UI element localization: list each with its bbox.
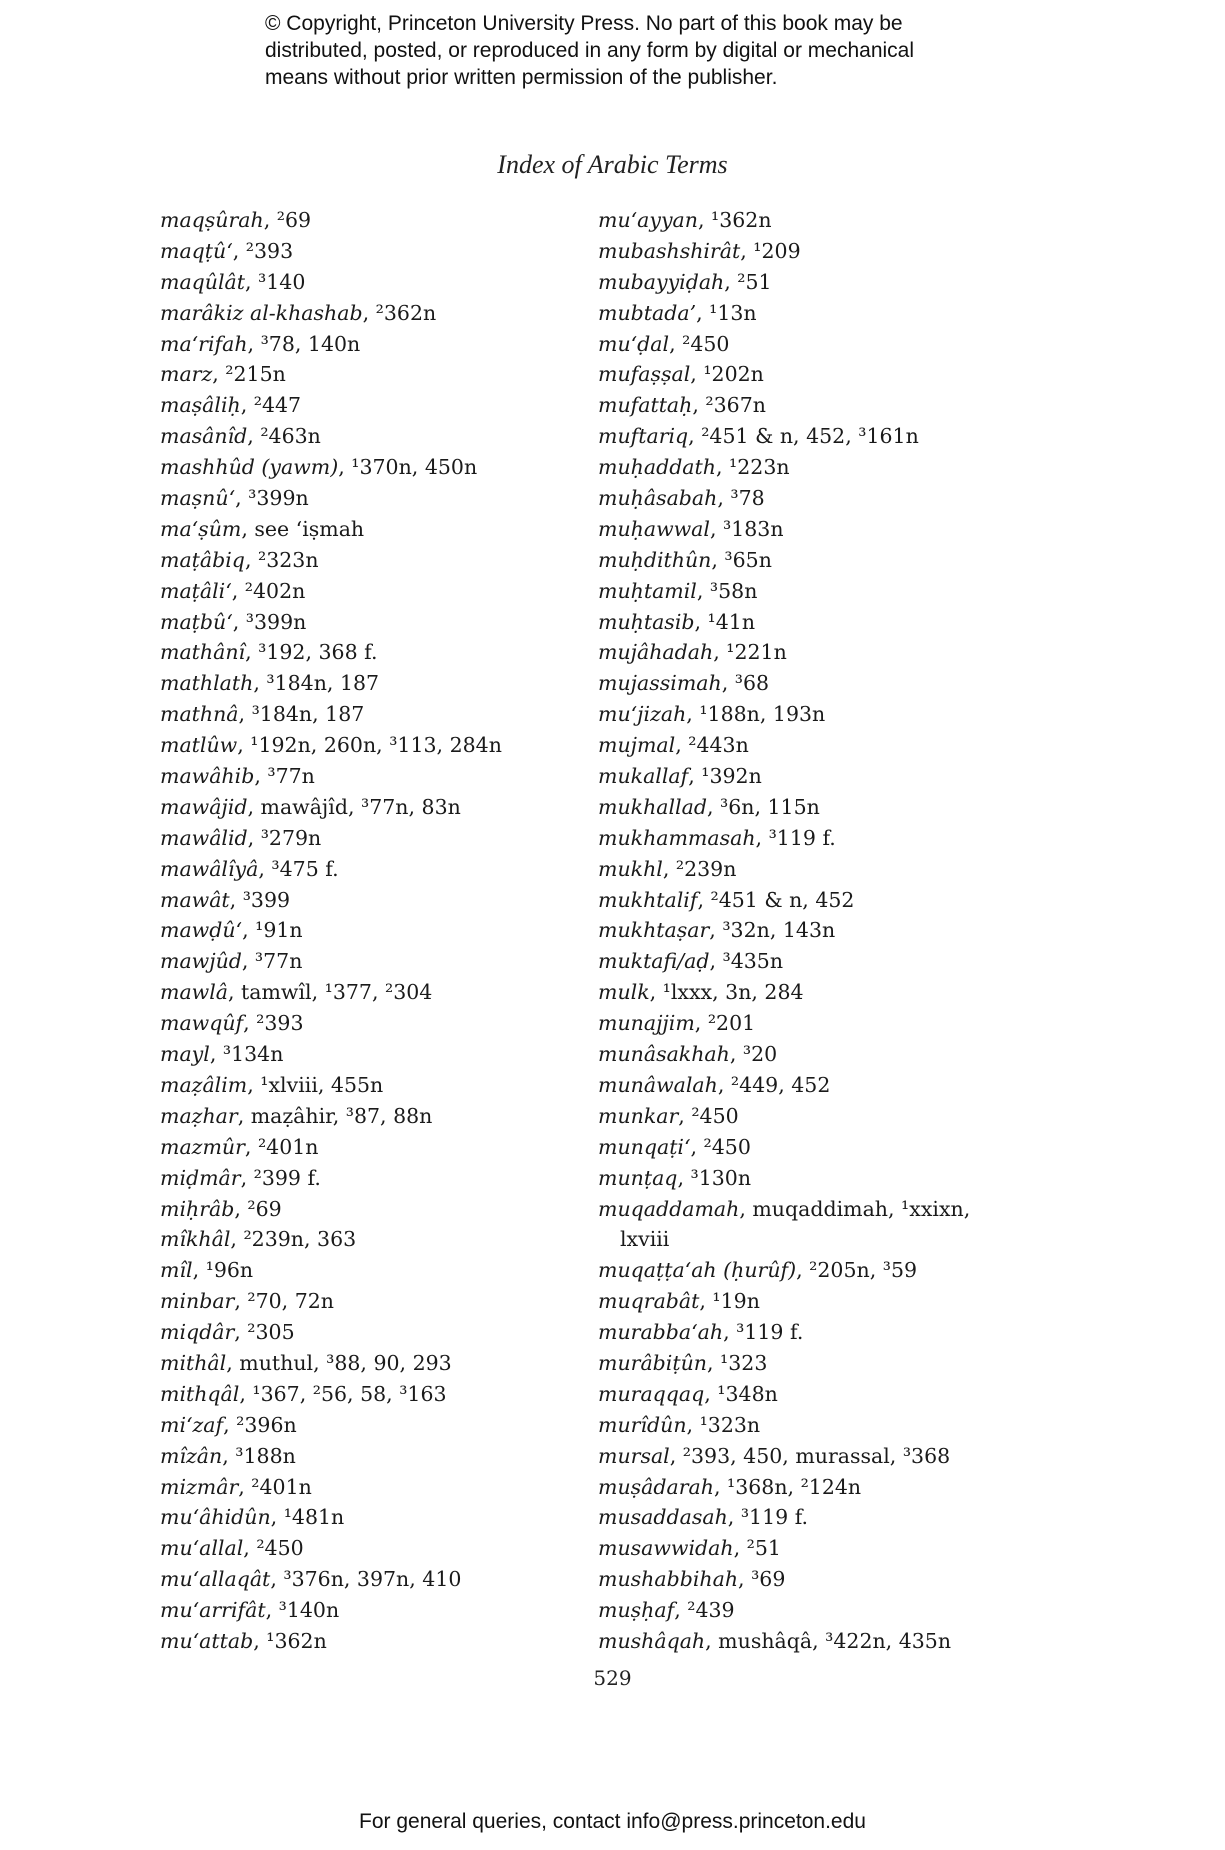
- index-references: , ¹188n, 193n: [686, 702, 826, 727]
- index-references: , ¹lxxx, 3n, 284: [649, 980, 804, 1005]
- index-term: muftariq: [598, 424, 689, 449]
- index-references: , ¹19n: [699, 1289, 760, 1314]
- index-entry: [160, 1595, 610, 1626]
- index-references: , ²401n: [244, 1134, 319, 1159]
- index-term: munqaṭi‘: [598, 1134, 691, 1159]
- index-references: , ¹323: [707, 1350, 768, 1375]
- index-entry: [160, 977, 610, 1008]
- index-term: mawqûf: [160, 1011, 244, 1036]
- index-references: , muthul, ³88, 90, 293: [226, 1350, 452, 1375]
- index-references: , ²51: [733, 1536, 781, 1561]
- index-term: miḍmâr: [160, 1165, 241, 1190]
- copyright-line: © Copyright, Princeton University Press. No part of this book may be: [265, 12, 903, 35]
- index-entry: [160, 1224, 610, 1255]
- index-references: , ³184n, 187: [238, 702, 365, 727]
- index-references: , see ‘iṣmah: [241, 516, 365, 541]
- index-term: mi‘zaf: [160, 1412, 224, 1437]
- index-term: maṭâbiq: [160, 547, 245, 572]
- index-references: , ³77n: [254, 764, 315, 789]
- footer-contact: For general queries, contact info@press.princeton.edu: [359, 1810, 866, 1833]
- index-references: , ³65n: [711, 547, 772, 572]
- index-references: , ¹368n, ²124n: [713, 1474, 862, 1499]
- index-entry: [160, 390, 610, 421]
- index-entry: [598, 1039, 1018, 1070]
- index-references: , ¹370n, 450n: [338, 455, 478, 480]
- index-references: , muqaddimah, ¹xxixn,: [739, 1196, 971, 1221]
- index-references: , ²450: [243, 1536, 304, 1561]
- index-references: , ³140n: [265, 1598, 340, 1623]
- index-entry: [160, 1626, 610, 1657]
- index-references: , ²439: [674, 1598, 735, 1623]
- index-entry: [598, 545, 1018, 576]
- index-entry: [598, 576, 1018, 607]
- index-term: mukhallad: [598, 794, 707, 819]
- index-entry: [160, 1533, 610, 1564]
- index-references: , ²402n: [231, 578, 306, 603]
- index-term: maqṣûrah: [160, 208, 264, 232]
- index-entry: [598, 1317, 1018, 1348]
- index-references: , ¹392n: [688, 764, 762, 789]
- index-entry: [160, 1163, 610, 1194]
- index-references: , ³376n, 397n, 410: [270, 1567, 462, 1592]
- index-term: mu‘âhidûn: [160, 1505, 271, 1530]
- index-term: mubtada’: [598, 300, 697, 325]
- index-references: , ³183n: [709, 516, 784, 541]
- index-entry: [598, 483, 1018, 514]
- index-entry: [598, 1626, 1018, 1657]
- index-term: miḥrâb: [160, 1196, 235, 1221]
- index-term: maẓâlim: [160, 1072, 248, 1097]
- index-term: mu‘attab: [160, 1628, 254, 1653]
- index-references: , ³134n: [209, 1042, 284, 1067]
- index-term: murâbiṭûn: [598, 1350, 707, 1375]
- index-entry: [160, 267, 610, 298]
- index-references: , ²305: [234, 1320, 295, 1345]
- index-term: mawâhib: [160, 764, 255, 789]
- index-term: muqrabât: [598, 1289, 700, 1314]
- index-entry: [160, 1348, 610, 1379]
- index-entry: [598, 1379, 1018, 1410]
- index-term: mawlâ: [160, 980, 228, 1005]
- index-entry: [160, 359, 610, 390]
- index-entry: [160, 1070, 610, 1101]
- index-column-right: [598, 205, 1018, 1657]
- index-term: mujmal: [598, 733, 676, 758]
- index-entry: [598, 699, 1018, 730]
- index-references: , ²450: [690, 1134, 751, 1159]
- index-references: , ²450: [669, 331, 730, 356]
- index-references: , ³140: [245, 269, 306, 294]
- index-entry: [598, 1070, 1018, 1101]
- index-term: muḥdithûn: [598, 547, 712, 572]
- index-term: mushabbihah: [598, 1567, 739, 1592]
- index-term: masânîd: [160, 424, 248, 449]
- index-references: , ¹362n: [253, 1628, 327, 1653]
- index-references: , ²70, 72n: [234, 1289, 335, 1314]
- index-term: muḥtasib: [598, 609, 695, 634]
- index-entry: [160, 545, 610, 576]
- index-entry: [598, 1194, 1018, 1225]
- index-entry: [598, 977, 1018, 1008]
- index-term: mathnâ: [160, 702, 239, 727]
- index-term: mushâqah: [598, 1628, 706, 1653]
- index-references: , ¹202n: [690, 362, 764, 387]
- index-references: , ³78: [717, 486, 765, 511]
- index-references: , ³279n: [247, 825, 322, 850]
- index-term: ma‘ṣûm: [160, 516, 242, 541]
- index-term: muqaddamah: [598, 1196, 740, 1221]
- index-references: , ²450: [678, 1103, 739, 1128]
- index-references: , ¹xlviii, 455n: [247, 1072, 384, 1097]
- index-entry: [160, 668, 610, 699]
- index-entry: [598, 885, 1018, 916]
- index-entry: [598, 205, 1018, 236]
- index-references: , ¹192n, 260n, ³113, 284n: [237, 733, 502, 758]
- index-term: mu‘ḍal: [598, 331, 670, 356]
- index-entry: [160, 1564, 610, 1595]
- index-term: mukallaf: [598, 764, 689, 789]
- index-term: mukhtalif: [598, 887, 698, 912]
- index-entry: [160, 792, 610, 823]
- index-entry: [160, 1255, 610, 1286]
- index-term: mu‘jizah: [598, 702, 687, 727]
- index-references: , ²215n: [212, 362, 286, 387]
- index-term: mufaṣṣal: [598, 362, 691, 387]
- index-term: mufattaḥ: [598, 393, 693, 418]
- index-term: mu‘allal: [160, 1536, 244, 1561]
- index-entry: [598, 1472, 1018, 1503]
- index-term: mawḍû‘: [160, 918, 243, 943]
- index-term: maṭbû‘: [160, 609, 233, 634]
- index-entry: [598, 668, 1018, 699]
- index-entry: [598, 329, 1018, 360]
- index-entry: [598, 1101, 1018, 1132]
- index-entry: lxviii: [620, 1227, 670, 1252]
- index-term: mayl: [160, 1042, 210, 1067]
- index-term: munṭaq: [598, 1165, 678, 1190]
- index-references: , ³58n: [696, 578, 758, 603]
- index-references: , ¹481n: [270, 1505, 345, 1530]
- index-term: muḥâsabah: [598, 486, 718, 511]
- index-references: , ³130n: [677, 1165, 752, 1190]
- index-references: , ²449, 452: [717, 1072, 831, 1097]
- index-entry: [160, 1194, 610, 1225]
- index-entry: [160, 298, 610, 329]
- index-references: , ³399n: [235, 486, 309, 511]
- index-references: , ³68: [721, 671, 770, 696]
- index-entry: [160, 1317, 610, 1348]
- index-term: murabba‘ah: [598, 1320, 724, 1345]
- index-entry: [160, 699, 610, 730]
- index-entry: [160, 421, 610, 452]
- index-entry: [598, 236, 1018, 267]
- index-entry: [598, 792, 1018, 823]
- index-term: maqûlât: [160, 269, 246, 294]
- running-header: Index of Arabic Terms: [497, 150, 728, 179]
- index-term: ma‘rifah: [160, 331, 248, 356]
- index-term: murîdûn: [598, 1412, 687, 1437]
- index-term: mu‘allaqât: [160, 1567, 271, 1592]
- index-references: , ²396n: [223, 1412, 297, 1437]
- index-term: maṣâliḥ: [160, 393, 241, 418]
- index-entry: [160, 236, 610, 267]
- index-entry: [160, 483, 610, 514]
- index-entry: [598, 514, 1018, 545]
- index-references: , ²399 f.: [240, 1165, 321, 1190]
- index-entry: [598, 1286, 1018, 1317]
- index-entry: [160, 854, 610, 885]
- index-entry: [598, 761, 1018, 792]
- index-term: musaddasah: [598, 1505, 728, 1530]
- index-references: , ²463n: [247, 424, 321, 449]
- index-entry: [160, 637, 610, 668]
- index-entry: [598, 1502, 1018, 1533]
- index-references: , ³192, 368 f.: [245, 640, 378, 665]
- index-entry: [598, 452, 1018, 483]
- index-term: musawwidah: [598, 1536, 734, 1561]
- index-term: maṣnû‘: [160, 486, 236, 511]
- index-references: , ³6n, 115n: [706, 794, 820, 819]
- index-references: , ²69: [263, 208, 312, 232]
- index-entry: [160, 1502, 610, 1533]
- index-term: mawâlîyâ: [160, 856, 259, 881]
- index-entry: [160, 730, 610, 761]
- copyright-line: distributed, posted, or reproduced in any form by digital or mechanical: [265, 39, 915, 62]
- index-term: marâkiz al-khashab: [160, 300, 363, 325]
- index-entry: [598, 359, 1018, 390]
- copyright-line: means without prior written permission of the publisher.: [265, 66, 778, 89]
- index-references: , ²239n: [662, 856, 737, 881]
- index-term: mîkhâl: [160, 1227, 231, 1252]
- index-references: , ¹223n: [715, 455, 790, 480]
- index-references: , ³119 f.: [723, 1320, 804, 1345]
- index-term: mizmâr: [160, 1474, 239, 1499]
- index-references: , ¹41n: [694, 609, 756, 634]
- index-term: muṣâdarah: [598, 1474, 714, 1499]
- index-references: , ²393: [243, 1011, 304, 1036]
- index-references: , ³78, 140n: [247, 331, 361, 356]
- index-references: , ³32n, 143n: [709, 918, 836, 943]
- index-references: , ³20: [729, 1042, 778, 1067]
- index-term: mubashshirât: [598, 238, 741, 263]
- index-references: , ²51: [724, 269, 772, 294]
- index-references: , ²451 & n, 452: [697, 887, 855, 912]
- index-references: , mawâjîd, ³77n, 83n: [247, 794, 461, 819]
- index-references: , ²362n: [362, 300, 437, 325]
- index-entry: [160, 1101, 610, 1132]
- index-entry: [598, 1410, 1018, 1441]
- index-entry: [598, 823, 1018, 854]
- index-entry: [160, 1379, 610, 1410]
- index-references: , ²367n: [692, 393, 766, 418]
- index-entry: [598, 730, 1018, 761]
- index-term: mujâhadah: [598, 640, 714, 665]
- index-entry: [160, 329, 610, 360]
- index-entry: [160, 607, 610, 638]
- index-entry: [160, 576, 610, 607]
- index-entry: [160, 1132, 610, 1163]
- index-references: , ³69: [738, 1567, 786, 1592]
- index-term: muḥawwal: [598, 516, 710, 541]
- index-references: , ³475 f.: [258, 856, 339, 881]
- index-references: , ³188n: [222, 1443, 296, 1468]
- index-entry: [160, 946, 610, 977]
- index-references: , ³399n: [232, 609, 307, 634]
- index-term: mawjûd: [160, 949, 242, 974]
- index-references: , ³399: [229, 887, 291, 912]
- index-entry: [598, 1533, 1018, 1564]
- index-entry: [160, 1472, 610, 1503]
- index-references: , ¹221n: [713, 640, 787, 665]
- index-references: , ²401n: [238, 1474, 312, 1499]
- index-entry: [598, 1008, 1018, 1039]
- index-entry: [160, 761, 610, 792]
- index-entry: [160, 1410, 610, 1441]
- index-references: , ¹91n: [242, 918, 303, 943]
- index-references: , ¹367, ²56, 58, ³163: [239, 1381, 447, 1406]
- index-term: munajjim: [598, 1011, 695, 1036]
- index-term: muṣḥaf: [598, 1598, 675, 1623]
- index-term: mukhtaṣar: [598, 918, 710, 943]
- index-references: , ¹209: [740, 238, 801, 263]
- index-references: , ²201: [694, 1011, 756, 1036]
- index-references: , maẓâhir, ³87, 88n: [237, 1103, 433, 1128]
- index-entry: [160, 452, 610, 483]
- index-references: , mushâqâ, ³422n, 435n: [705, 1628, 952, 1653]
- index-term: mursal: [598, 1443, 670, 1468]
- index-term: muḥtamil: [598, 578, 697, 603]
- index-term: mazmûr: [160, 1134, 245, 1159]
- index-term: muḥaddath: [598, 455, 716, 480]
- index-entry: [598, 1595, 1018, 1626]
- index-entry: [598, 1441, 1018, 1472]
- index-term: mithqâl: [160, 1381, 240, 1406]
- index-term: mujassimah: [598, 671, 722, 696]
- index-term: muqaṭṭa‘ah (ḥurûf): [598, 1258, 797, 1283]
- index-entry: [160, 205, 610, 236]
- index-entry: [598, 267, 1018, 298]
- index-term: mawâlid: [160, 825, 248, 850]
- index-term: mîl: [160, 1258, 193, 1283]
- index-entry: [598, 1132, 1018, 1163]
- index-term: mu‘ayyan: [598, 208, 698, 232]
- index-references: , ¹362n: [697, 208, 772, 232]
- index-references: , ³77n: [241, 949, 303, 974]
- index-references: , ²69: [234, 1196, 282, 1221]
- index-references: , ³119 f.: [755, 825, 836, 850]
- index-term: munkar: [598, 1103, 679, 1128]
- page-number: 529: [593, 1666, 632, 1690]
- index-entry: [160, 885, 610, 916]
- index-term: minbar: [160, 1289, 235, 1314]
- index-entry: [598, 1163, 1018, 1194]
- copyright-notice: [265, 10, 1025, 91]
- index-references: , ²393: [232, 238, 294, 263]
- index-term: maqṭû‘: [160, 238, 233, 263]
- index-entry: [160, 1286, 610, 1317]
- index-term: munâsakhah: [598, 1042, 730, 1067]
- index-entry: [598, 915, 1018, 946]
- index-entry: [598, 421, 1018, 452]
- index-term: mashhûd (yawm): [160, 455, 339, 480]
- index-term: mawâjid: [160, 794, 248, 819]
- index-references: , ²447: [240, 393, 302, 418]
- index-term: mathânî: [160, 640, 246, 665]
- index-entry: [598, 854, 1018, 885]
- index-column-left: [160, 205, 610, 1657]
- index-entry: [598, 390, 1018, 421]
- index-term: mawât: [160, 887, 230, 912]
- index-references: , ¹96n: [192, 1258, 254, 1283]
- index-term: muktafi/aḍ: [598, 949, 710, 974]
- index-entry: [598, 1348, 1018, 1379]
- index-entry: [598, 1564, 1018, 1595]
- index-references: , ³435n: [709, 949, 784, 974]
- index-references: , ¹323n: [686, 1412, 761, 1437]
- index-references: , ³119 f.: [727, 1505, 809, 1530]
- index-references: , ¹13n: [696, 300, 757, 325]
- index-entry: [598, 298, 1018, 329]
- index-references: , ²451 & n, 452, ³161n: [688, 424, 919, 449]
- index-entry: [598, 607, 1018, 638]
- index-references: , ³184n, 187: [253, 671, 380, 696]
- index-term: muraqqaq: [598, 1381, 705, 1406]
- index-term: mukhammasah: [598, 825, 756, 850]
- index-entry: [598, 946, 1018, 977]
- index-term: mîzân: [160, 1443, 223, 1468]
- index-term: maṭâli‘: [160, 578, 232, 603]
- index-entry: [598, 637, 1018, 668]
- index-references: , ²205n, ³59: [796, 1258, 918, 1283]
- index-entry: [160, 1039, 610, 1070]
- index-term: mukhl: [598, 856, 663, 881]
- index-term: munâwalah: [598, 1072, 718, 1097]
- index-references: , ²443n: [675, 733, 749, 758]
- index-references: , tamwîl, ¹377, ²304: [228, 980, 433, 1005]
- index-entry: [598, 1255, 1018, 1286]
- index-references: , ²393, 450, murassal, ³368: [669, 1443, 951, 1468]
- index-term: mu‘arrifât: [160, 1598, 266, 1623]
- index-references: , ²323n: [244, 547, 319, 572]
- index-term: marz: [160, 362, 213, 387]
- index-entry: [160, 1008, 610, 1039]
- index-entry: [160, 1441, 610, 1472]
- index-references: , ²239n, 363: [230, 1227, 357, 1252]
- index-term: mathlath: [160, 671, 254, 696]
- index-term: matlûw: [160, 733, 238, 758]
- index-entry: [160, 915, 610, 946]
- index-term: maẓhar: [160, 1103, 238, 1128]
- index-term: mulk: [598, 980, 650, 1005]
- index-references: , ¹348n: [704, 1381, 778, 1406]
- index-term: miqdâr: [160, 1320, 235, 1345]
- index-entry: [160, 514, 610, 545]
- index-term: mubayyiḍah: [598, 269, 725, 294]
- index-entry: [160, 823, 610, 854]
- index-term: mithâl: [160, 1350, 227, 1375]
